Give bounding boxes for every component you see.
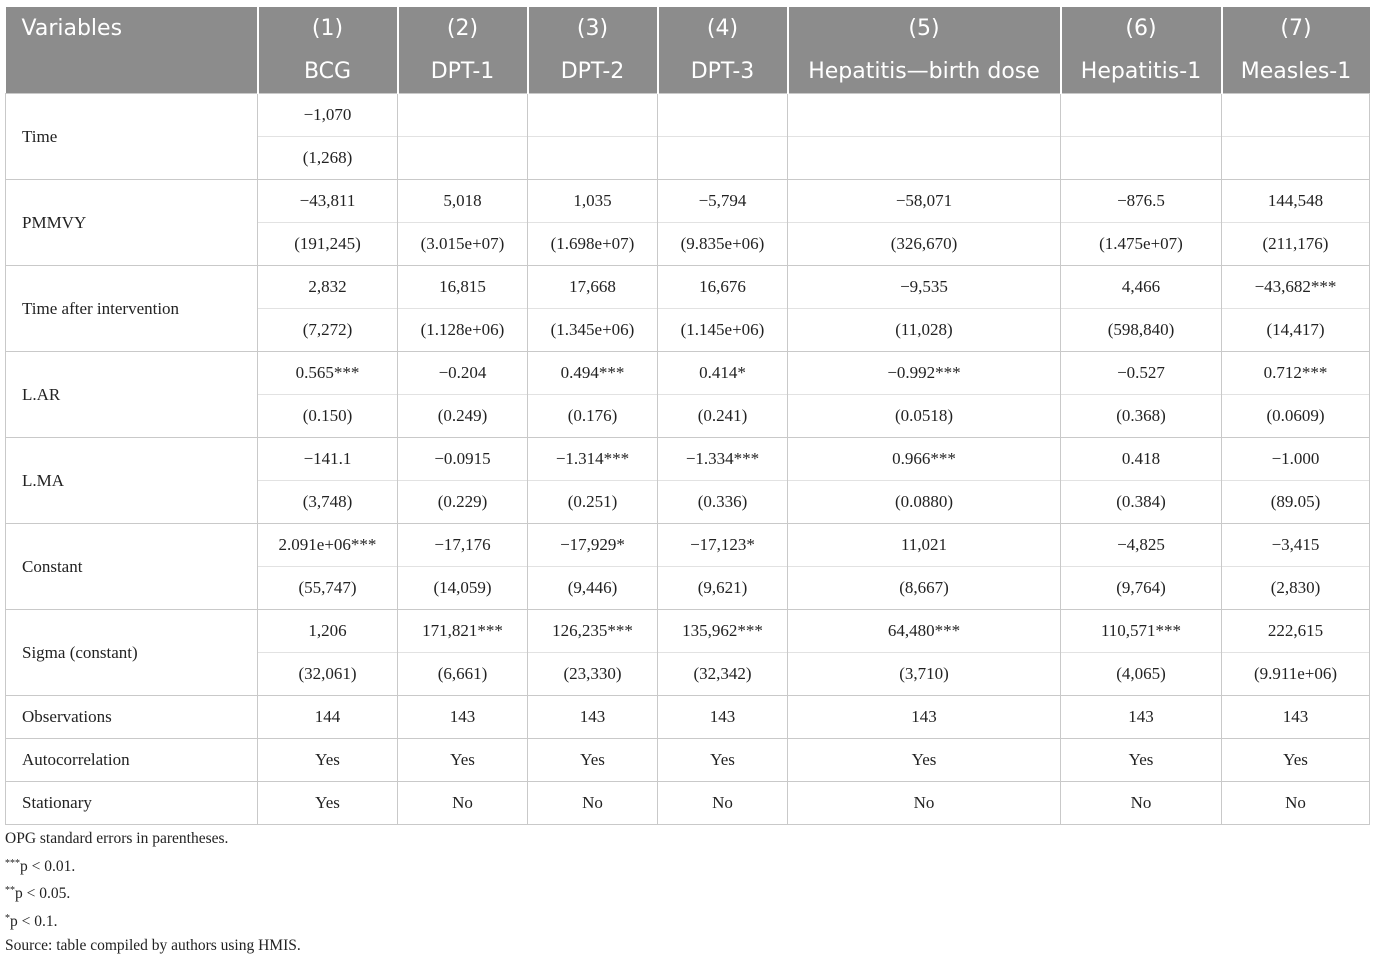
- row-label: Stationary: [6, 782, 258, 825]
- table-notes: [5, 827, 301, 959]
- table-row-coef: [6, 180, 1370, 223]
- regression-table: [5, 7, 1370, 825]
- value-cell: Yes: [258, 782, 398, 825]
- coef-cell: [1222, 94, 1370, 137]
- row-label: PMMVY: [6, 180, 258, 266]
- se-cell: [1061, 137, 1222, 180]
- se-cell: (326,670): [788, 223, 1061, 266]
- coef-cell: −43,682***: [1222, 266, 1370, 309]
- header-col-number: (1): [258, 7, 398, 50]
- coef-cell: 0.414*: [658, 352, 788, 395]
- coef-cell: 16,676: [658, 266, 788, 309]
- coef-cell: 1,035: [528, 180, 658, 223]
- regression-table-container: [5, 7, 1369, 825]
- table-row-coef: [6, 610, 1370, 653]
- table-row-coef: [6, 524, 1370, 567]
- header-col-number: (6): [1061, 7, 1222, 50]
- se-cell: [658, 137, 788, 180]
- se-cell: (32,342): [658, 653, 788, 696]
- table-row-coef: [6, 438, 1370, 481]
- coef-cell: −4,825: [1061, 524, 1222, 567]
- value-cell: 143: [788, 696, 1061, 739]
- coef-cell: −0.527: [1061, 352, 1222, 395]
- value-cell: 143: [528, 696, 658, 739]
- se-cell: (0.0609): [1222, 395, 1370, 438]
- coef-cell: −17,929*: [528, 524, 658, 567]
- header-col-number: (2): [398, 7, 528, 50]
- coef-cell: 144,548: [1222, 180, 1370, 223]
- se-cell: (0.249): [398, 395, 528, 438]
- note-significance-10: [5, 907, 301, 935]
- se-cell: (0.251): [528, 481, 658, 524]
- note-stars: ***: [5, 857, 20, 869]
- se-cell: (14,417): [1222, 309, 1370, 352]
- se-cell: [398, 137, 528, 180]
- value-cell: No: [658, 782, 788, 825]
- header-col-name: Measles-1: [1222, 50, 1370, 94]
- se-cell: (1.145e+06): [658, 309, 788, 352]
- table-row-coef: [6, 266, 1370, 309]
- value-cell: No: [1222, 782, 1370, 825]
- se-cell: (0.384): [1061, 481, 1222, 524]
- coef-cell: −3,415: [1222, 524, 1370, 567]
- se-cell: (14,059): [398, 567, 528, 610]
- se-cell: (0.150): [258, 395, 398, 438]
- se-cell: (9.835e+06): [658, 223, 788, 266]
- coef-cell: 2,832: [258, 266, 398, 309]
- coef-cell: 4,466: [1061, 266, 1222, 309]
- value-cell: No: [1061, 782, 1222, 825]
- se-cell: (1,268): [258, 137, 398, 180]
- coef-cell: −17,123*: [658, 524, 788, 567]
- coef-cell: [528, 94, 658, 137]
- header-row-names: [6, 50, 1370, 94]
- header-col-name: Hepatitis—birth dose: [788, 50, 1061, 94]
- coef-cell: 126,235***: [528, 610, 658, 653]
- row-label: L.AR: [6, 352, 258, 438]
- table-body: [6, 94, 1370, 825]
- coef-cell: −1.334***: [658, 438, 788, 481]
- row-label: Time: [6, 94, 258, 180]
- note-stars: **: [5, 885, 15, 896]
- header-col-name: Hepatitis-1: [1061, 50, 1222, 94]
- se-cell: (9,446): [528, 567, 658, 610]
- header-col-name: DPT-3: [658, 50, 788, 94]
- row-label: L.MA: [6, 438, 258, 524]
- se-cell: (1.475e+07): [1061, 223, 1222, 266]
- se-cell: (0.229): [398, 481, 528, 524]
- value-cell: Yes: [528, 739, 658, 782]
- header-blank: [6, 50, 258, 94]
- note-significance-1: [5, 852, 301, 880]
- se-cell: (211,176): [1222, 223, 1370, 266]
- se-cell: (6,661): [398, 653, 528, 696]
- row-label: Autocorrelation: [6, 739, 258, 782]
- coef-cell: −0.992***: [788, 352, 1061, 395]
- se-cell: (1.698e+07): [528, 223, 658, 266]
- coef-cell: 110,571***: [1061, 610, 1222, 653]
- header-col-number: (7): [1222, 7, 1370, 50]
- table-row-coef: [6, 94, 1370, 137]
- coef-cell: 0.565***: [258, 352, 398, 395]
- value-cell: Yes: [258, 739, 398, 782]
- se-cell: (55,747): [258, 567, 398, 610]
- se-cell: (4,065): [1061, 653, 1222, 696]
- table-row: [6, 739, 1370, 782]
- value-cell: Yes: [658, 739, 788, 782]
- se-cell: (0.0518): [788, 395, 1061, 438]
- coef-cell: −1.000: [1222, 438, 1370, 481]
- se-cell: (3,710): [788, 653, 1061, 696]
- se-cell: (598,840): [1061, 309, 1222, 352]
- coef-cell: −141.1: [258, 438, 398, 481]
- value-cell: 143: [1061, 696, 1222, 739]
- se-cell: (7,272): [258, 309, 398, 352]
- coef-cell: [658, 94, 788, 137]
- coef-cell: 64,480***: [788, 610, 1061, 653]
- se-cell: (9,764): [1061, 567, 1222, 610]
- se-cell: [1222, 137, 1370, 180]
- note-standard-errors: OPG standard errors in parentheses.: [5, 830, 229, 847]
- note-text: p < 0.1.: [10, 912, 58, 930]
- coef-cell: −1.314***: [528, 438, 658, 481]
- value-cell: Yes: [398, 739, 528, 782]
- se-cell: (1.128e+06): [398, 309, 528, 352]
- coef-cell: 17,668: [528, 266, 658, 309]
- se-cell: [528, 137, 658, 180]
- coef-cell: 0.418: [1061, 438, 1222, 481]
- se-cell: (0.336): [658, 481, 788, 524]
- row-label: Observations: [6, 696, 258, 739]
- se-cell: (89.05): [1222, 481, 1370, 524]
- header-col-number: (4): [658, 7, 788, 50]
- value-cell: 143: [1222, 696, 1370, 739]
- coef-cell: −5,794: [658, 180, 788, 223]
- coef-cell: 11,021: [788, 524, 1061, 567]
- coef-cell: −0.0915: [398, 438, 528, 481]
- value-cell: Yes: [1061, 739, 1222, 782]
- coef-cell: 0.966***: [788, 438, 1061, 481]
- value-cell: No: [398, 782, 528, 825]
- coef-cell: 222,615: [1222, 610, 1370, 653]
- table-row-coef: [6, 352, 1370, 395]
- se-cell: (23,330): [528, 653, 658, 696]
- se-cell: (0.368): [1061, 395, 1222, 438]
- header-col-number: (5): [788, 7, 1061, 50]
- se-cell: (9,621): [658, 567, 788, 610]
- note-source: Source: table compiled by authors using HMIS.: [5, 937, 301, 954]
- note-stars: *: [5, 912, 10, 924]
- coef-cell: −58,071: [788, 180, 1061, 223]
- note-text: p < 0.01.: [20, 857, 76, 875]
- row-label: Sigma (constant): [6, 610, 258, 696]
- se-cell: (191,245): [258, 223, 398, 266]
- coef-cell: [1061, 94, 1222, 137]
- coef-cell: [788, 94, 1061, 137]
- coef-cell: −17,176: [398, 524, 528, 567]
- se-cell: (3.015e+07): [398, 223, 528, 266]
- value-cell: 143: [658, 696, 788, 739]
- se-cell: (3,748): [258, 481, 398, 524]
- note-text: p < 0.05.: [15, 885, 71, 902]
- se-cell: (0.241): [658, 395, 788, 438]
- coef-cell: [398, 94, 528, 137]
- coef-cell: 16,815: [398, 266, 528, 309]
- header-row-numbers: [6, 7, 1370, 50]
- row-label: Time after intervention: [6, 266, 258, 352]
- header-col-name: DPT-1: [398, 50, 528, 94]
- header-col-name: BCG: [258, 50, 398, 94]
- coef-cell: 171,821***: [398, 610, 528, 653]
- se-cell: (32,061): [258, 653, 398, 696]
- coef-cell: 0.494***: [528, 352, 658, 395]
- se-cell: (0.0880): [788, 481, 1061, 524]
- coef-cell: −1,070: [258, 94, 398, 137]
- value-cell: 143: [398, 696, 528, 739]
- value-cell: Yes: [1222, 739, 1370, 782]
- table-row: [6, 696, 1370, 739]
- se-cell: (1.345e+06): [528, 309, 658, 352]
- se-cell: (9.911e+06): [1222, 653, 1370, 696]
- se-cell: (0.176): [528, 395, 658, 438]
- coef-cell: −0.204: [398, 352, 528, 395]
- table-row: [6, 782, 1370, 825]
- coef-cell: 5,018: [398, 180, 528, 223]
- value-cell: No: [528, 782, 658, 825]
- se-cell: (2,830): [1222, 567, 1370, 610]
- se-cell: (8,667): [788, 567, 1061, 610]
- note-significance-5: [5, 879, 301, 907]
- header-col-number: (3): [528, 7, 658, 50]
- coef-cell: −876.5: [1061, 180, 1222, 223]
- coef-cell: −9,535: [788, 266, 1061, 309]
- header-variables: Variables: [6, 7, 258, 50]
- value-cell: Yes: [788, 739, 1061, 782]
- se-cell: [788, 137, 1061, 180]
- coef-cell: 2.091e+06***: [258, 524, 398, 567]
- header-col-name: DPT-2: [528, 50, 658, 94]
- coef-cell: 1,206: [258, 610, 398, 653]
- value-cell: No: [788, 782, 1061, 825]
- se-cell: (11,028): [788, 309, 1061, 352]
- row-label: Constant: [6, 524, 258, 610]
- coef-cell: 0.712***: [1222, 352, 1370, 395]
- coef-cell: −43,811: [258, 180, 398, 223]
- coef-cell: 135,962***: [658, 610, 788, 653]
- value-cell: 144: [258, 696, 398, 739]
